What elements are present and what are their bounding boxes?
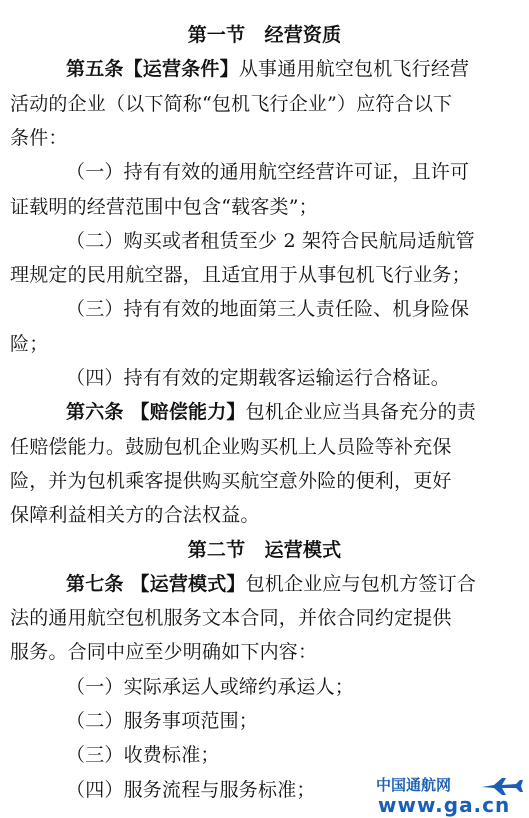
article5-item-2-line: （二）购买或者租赁至少 2 架符合民航局适航管	[66, 230, 475, 252]
article7-label: 第七条 【运营模式】	[66, 573, 246, 595]
section1-title: 第一节 经营资质	[187, 24, 342, 46]
article6-text-line: 险，并为包机乘客提供购买航空意外险的便利，更好	[10, 470, 452, 492]
article5-item-3-line: （三）持有有效的地面第三人责任险、机身险保	[66, 298, 470, 320]
article5-item-3-line: 险；	[10, 333, 49, 355]
article5-text-line: 条件：	[10, 127, 68, 149]
article7-item: （三）收费标准；	[66, 744, 220, 766]
article6-label: 第六条 【赔偿能力】	[66, 401, 246, 423]
watermark-logo	[376, 776, 526, 816]
article6-text-line: 保障利益相关方的合法权益。	[10, 504, 260, 526]
article5-label: 第五条【运营条件】	[66, 58, 239, 80]
article6-first-line	[66, 399, 529, 425]
watermark-url-text: www.ga.cn	[378, 793, 511, 817]
article5-item-4-line: （四）持有有效的定期载客运输运行合格证。	[66, 367, 451, 389]
article7-item: （二）服务事项范围；	[66, 710, 259, 732]
article5-item-2-line: 理规定的民用航空器，且适宜用于从事包机飞行业务；	[10, 264, 471, 286]
article6-text-line: 包机企业应当具备充分的责	[245, 401, 477, 423]
article7-first-line	[66, 571, 529, 597]
article5-first-line	[66, 56, 529, 82]
article7-item: （四）服务流程与服务标准；	[66, 779, 316, 801]
article7-text-line: 法的通用航空包机服务文本合同，并依合同约定提供	[10, 607, 452, 629]
article7-item: （一）实际承运人或缔约承运人；	[66, 676, 355, 698]
article7-text-line: 包机企业应与包机方签订合	[245, 573, 477, 595]
article5-text-line: 活动的企业（以下简称“包机飞行企业”）应符合以下	[10, 93, 453, 115]
article5-item-1-line: 证载明的经营范围中包含“载客类”；	[10, 196, 318, 218]
article5-item-1-line: （一）持有有效的通用航空经营许可证，且许可	[66, 161, 470, 183]
section2-title: 第二节 运营模式	[187, 539, 342, 561]
article6-text-line: 任赔偿能力。鼓励包机企业购买机上人员险等补充保	[10, 436, 452, 458]
article5-text-line: 从事通用航空包机飞行经营	[238, 58, 470, 80]
watermark-cn-text: 中国通航网	[376, 776, 452, 794]
article7-text-line: 服务。合同中应至少明确如下内容：	[10, 641, 318, 663]
